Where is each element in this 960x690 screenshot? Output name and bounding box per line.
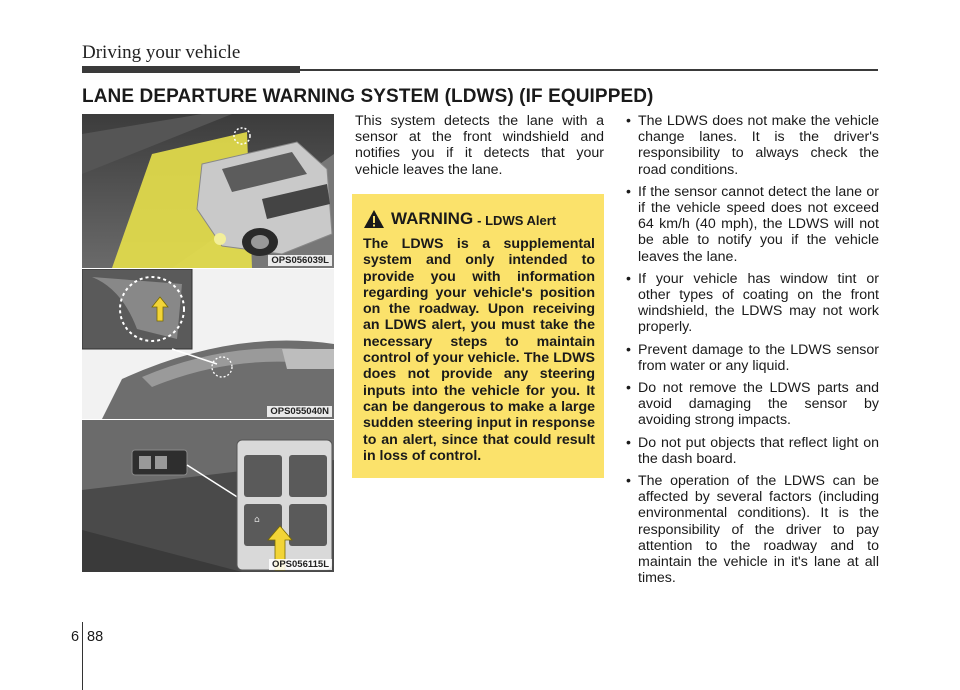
bullet-item: • Do not put objects that reflect light on the dash board. bbox=[625, 435, 879, 467]
section-title: LANE DEPARTURE WARNING SYSTEM (LDWS) (IF EQUIPPED) bbox=[82, 86, 654, 107]
figure-code: OPS056115L bbox=[269, 559, 332, 570]
chapter-number: 6 bbox=[71, 629, 80, 645]
bullet-item: • Prevent damage to the LDWS sensor from water or any liquid. bbox=[625, 342, 879, 374]
header-rule-thin bbox=[300, 69, 878, 71]
bullet-item: • The operation of the LDWS can be affected by several factors (including environmental conditions). It is the responsibility of the driver to pay attention to the roadway and to maintain the vehicle in it's lane at all times. bbox=[625, 473, 879, 586]
switch-illustration bbox=[82, 420, 334, 572]
bullet-item: • If the sensor cannot detect the lane or if the vehicle speed does not exceed 64 km/h (40 mph), the LDWS will not be able to notify you if the vehicle leaves the lane. bbox=[625, 184, 879, 265]
bullet-item: • Do not remove the LDWS parts and avoid damaging the sensor by avoiding strong impacts. bbox=[625, 380, 879, 429]
warning-header bbox=[363, 204, 595, 234]
warning-subheading: - LDWS Alert bbox=[477, 212, 557, 228]
warning-heading: WARNING bbox=[391, 209, 474, 228]
header-rule-thick bbox=[82, 66, 300, 73]
warning-body: The LDWS is a supplemental system and only intended to provide you with information regarding your vehicle's position on the roadway. Upon receiving an LDWS alert, you must take the necessary steps to maintain control of your vehicle. The LDWS does not provide any steering inputs into the vehicle for you. It can be dangerous to make a large sudden steering input in response to an alert, since that could result in loss of control. bbox=[363, 236, 595, 464]
figure-windshield-sensor bbox=[82, 269, 334, 419]
bullet-list bbox=[625, 113, 879, 592]
figure-code: OPS056039L bbox=[268, 255, 332, 266]
figure-code: OPS055040N bbox=[267, 406, 332, 417]
warning-triangle-icon bbox=[363, 209, 385, 229]
windshield-illustration bbox=[82, 269, 334, 419]
svg-text:⌂: ⌂ bbox=[254, 515, 260, 525]
figure-car-detection-zone bbox=[82, 114, 334, 268]
bullet-item: • If your vehicle has window tint or other types of coating on the front windshield, the LDWS may not work properly. bbox=[625, 271, 879, 336]
page-number: 88 bbox=[87, 629, 104, 645]
warning-box bbox=[352, 194, 604, 478]
bullet-item: • The LDWS does not make the vehicle change lanes. It is the driver's responsibility to always check the road conditions. bbox=[625, 113, 879, 178]
car-illustration bbox=[82, 114, 334, 268]
figure-ldws-switch bbox=[82, 420, 334, 572]
footer-divider bbox=[82, 622, 83, 690]
chapter-title: Driving your vehicle bbox=[82, 42, 241, 63]
intro-paragraph: This system detects the lane with a sensor at the front windshield and notifies you if it detects that your vehicle leaves the lane. bbox=[355, 113, 604, 178]
